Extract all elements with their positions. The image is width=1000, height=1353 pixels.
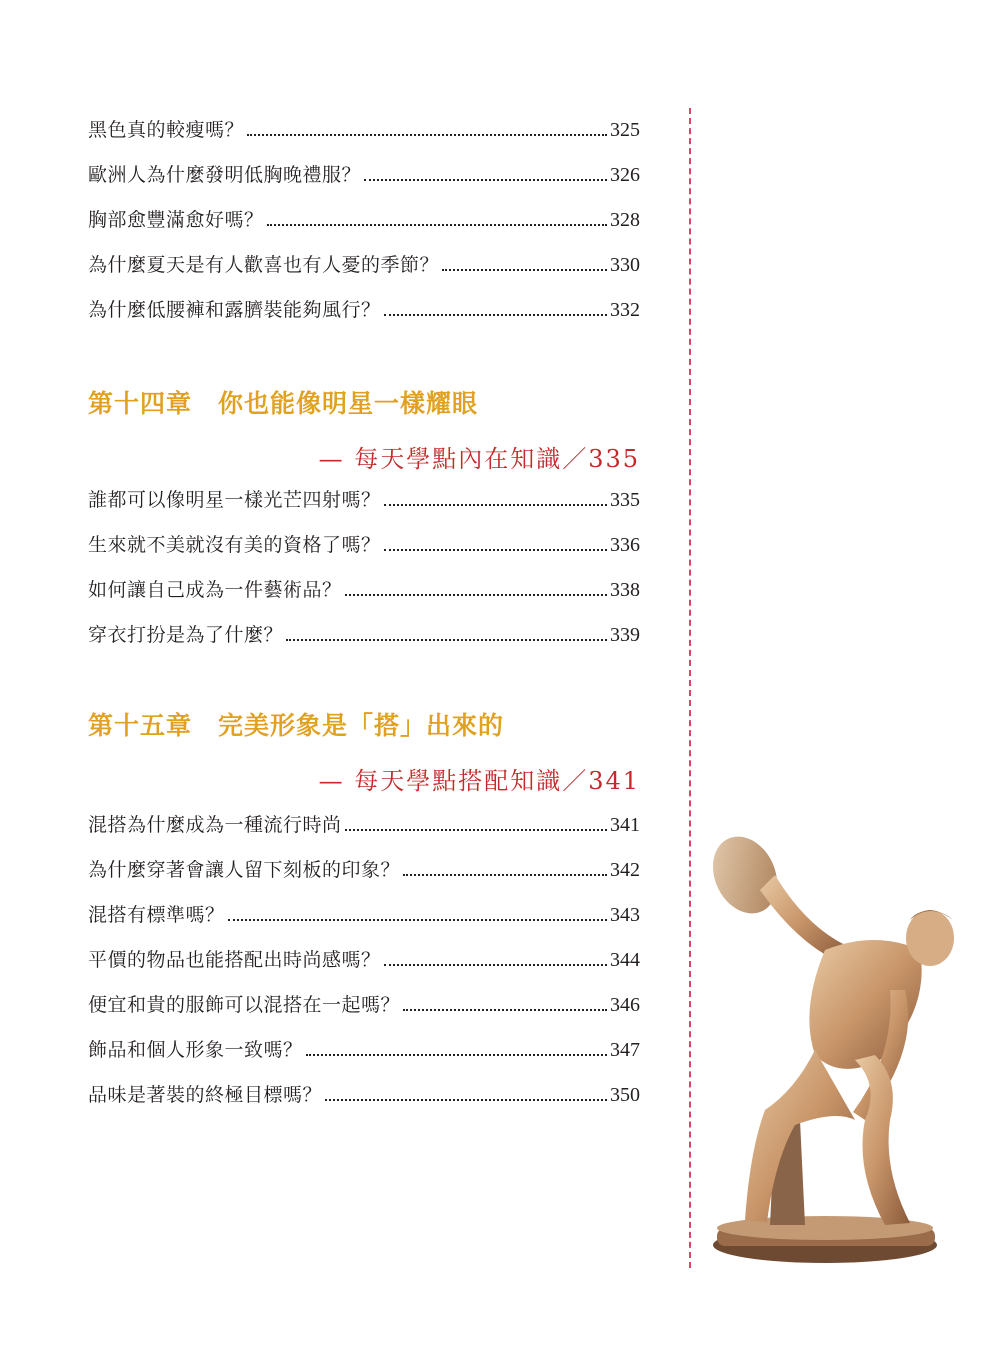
toc-entry[interactable] <box>88 803 640 837</box>
toc-entry[interactable] <box>88 243 640 277</box>
toc-entry[interactable] <box>88 568 640 602</box>
toc-entry-page: 330 <box>610 254 640 276</box>
toc-entry-page: 326 <box>610 164 640 186</box>
dot-leader <box>345 829 607 831</box>
toc-entry-page: 336 <box>610 534 640 556</box>
toc-entry-page: 343 <box>610 904 640 926</box>
dot-leader <box>325 1099 607 1101</box>
discobolus-statue-image <box>705 820 995 1265</box>
dot-leader <box>442 269 607 271</box>
dot-leader <box>286 639 607 641</box>
toc-entry-title: 混搭為什麼成為一種流行時尚 <box>88 814 342 836</box>
toc-entry-title: 穿衣打扮是為了什麼？ <box>88 624 284 646</box>
dot-leader <box>403 874 607 876</box>
toc-entry-page: 346 <box>610 994 640 1016</box>
toc-entry[interactable] <box>88 938 640 972</box>
toc-entry[interactable] <box>88 1028 640 1062</box>
toc-entry[interactable] <box>88 108 640 142</box>
toc-entry-title: 混搭有標準嗎？ <box>88 904 225 926</box>
toc-entry-page: 341 <box>610 814 640 836</box>
toc-entry-title: 為什麼低腰褲和露臍裝能夠風行？ <box>88 299 381 321</box>
toc-entry-title: 為什麼穿著會讓人留下刻板的印象？ <box>88 859 401 881</box>
toc-entry-page: 328 <box>610 209 640 231</box>
chapter-title: 第十五章 完美形象是「搭」出來的 <box>88 711 505 740</box>
toc-entry-title: 誰都可以像明星一樣光芒四射嗎？ <box>88 489 381 511</box>
toc-entry-title: 歐洲人為什麼發明低胸晚禮服？ <box>88 164 362 186</box>
dot-leader <box>306 1054 607 1056</box>
toc-entry-page: 332 <box>610 299 640 321</box>
dot-leader <box>364 179 607 181</box>
toc-entry[interactable] <box>88 613 640 647</box>
toc-entry[interactable] <box>88 1073 640 1107</box>
toc-entry[interactable] <box>88 198 640 232</box>
toc-entry-title: 黑色真的較瘦嗎？ <box>88 119 245 141</box>
page-divider <box>689 108 691 1268</box>
dot-leader <box>345 594 607 596</box>
toc-entry-title: 品味是著裝的終極目標嗎？ <box>88 1084 323 1106</box>
toc-entry-title: 生來就不美就沒有美的資格了嗎？ <box>88 534 381 556</box>
toc-entry-page: 350 <box>610 1084 640 1106</box>
toc-entry[interactable] <box>88 848 640 882</box>
toc-entry-page: 342 <box>610 859 640 881</box>
toc-entry[interactable] <box>88 288 640 322</box>
dot-leader <box>384 964 607 966</box>
dot-leader <box>228 919 607 921</box>
toc-entry-page: 325 <box>610 119 640 141</box>
toc-entry[interactable] <box>88 523 640 557</box>
chapter-title: 第十四章 你也能像明星一樣耀眼 <box>88 389 479 418</box>
toc-entry[interactable] <box>88 153 640 187</box>
toc-entry-title: 平價的物品也能搭配出時尚感嗎？ <box>88 949 381 971</box>
toc-entry-page: 347 <box>610 1039 640 1061</box>
chapter-subtitle: — 每天學點內在知識／335 <box>318 445 640 473</box>
dot-leader <box>384 504 607 506</box>
toc-entry-title: 便宜和貴的服飾可以混搭在一起嗎？ <box>88 994 401 1016</box>
toc-entry[interactable] <box>88 893 640 927</box>
toc-entry[interactable] <box>88 478 640 512</box>
dot-leader <box>403 1009 607 1011</box>
toc-entry-page: 338 <box>610 579 640 601</box>
toc-entry-title: 為什麼夏天是有人歡喜也有人憂的季節？ <box>88 254 440 276</box>
dot-leader <box>267 224 607 226</box>
toc-entry-title: 胸部愈豐滿愈好嗎？ <box>88 209 264 231</box>
toc-entry[interactable] <box>88 983 640 1017</box>
dot-leader <box>384 549 607 551</box>
toc-entry-page: 335 <box>610 489 640 511</box>
toc-entry-title: 如何讓自己成為一件藝術品？ <box>88 579 342 601</box>
dot-leader <box>384 314 607 316</box>
toc-entry-page: 339 <box>610 624 640 646</box>
toc-entry-page: 344 <box>610 949 640 971</box>
toc-entry-title: 飾品和個人形象一致嗎？ <box>88 1039 303 1061</box>
chapter-subtitle: — 每天學點搭配知識／341 <box>318 767 640 795</box>
dot-leader <box>247 134 607 136</box>
